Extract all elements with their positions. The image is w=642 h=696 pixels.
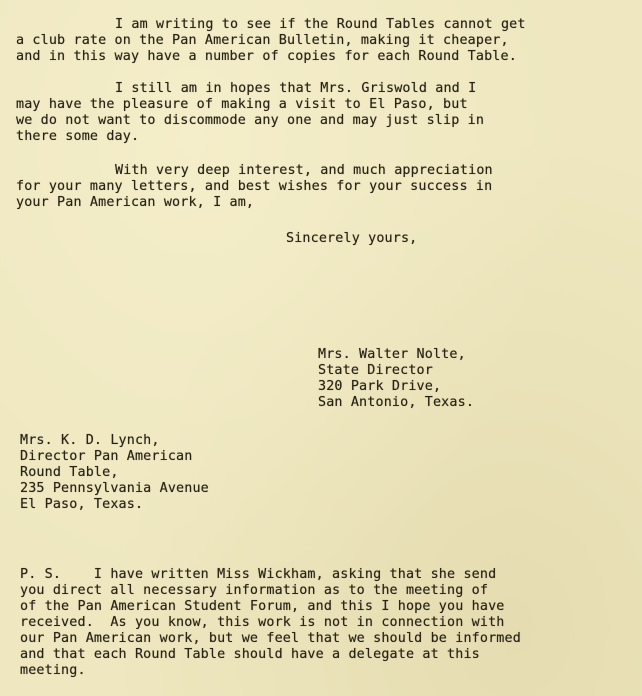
paragraph-2-line-1: I still am in hopes that Mrs. Griswold and I [115, 81, 477, 96]
postscript-line-5: our Pan American work, but we feel that we should be informed [20, 631, 521, 646]
paragraph-2-line-2: may have the pleasure of making a visit to El Paso, but [16, 97, 468, 112]
paragraph-1-line-1: I am writing to see if the Round Tables cannot get [115, 17, 526, 32]
sender-city: San Antonio, Texas. [318, 395, 475, 410]
closing: Sincerely yours, [286, 231, 418, 246]
paragraph-3-line-3: your Pan American work, I am, [16, 195, 255, 210]
postscript-line-1: P. S. I have written Miss Wickham, asking that she send [20, 567, 497, 582]
sender-name: Mrs. Walter Nolte, [318, 347, 466, 362]
paragraph-1-line-2: a club rate on the Pan American Bulletin, making it cheaper, [16, 33, 509, 48]
paragraph-1-line-3: and in this way have a number of copies for each Round Table. [16, 49, 517, 64]
paragraph-2-line-3: we do not want to discommode any one and may just slip in [16, 113, 485, 128]
postscript-line-6: and that each Round Table should have a delegate at this [20, 647, 480, 662]
paragraph-3-line-2: for your many letters, and best wishes for your success in [16, 179, 493, 194]
sender-title: State Director [318, 363, 433, 378]
sender-street: 320 Park Drive, [318, 379, 442, 394]
recipient-organization: Round Table, [20, 465, 119, 480]
recipient-street: 235 Pennsylvania Avenue [20, 481, 209, 496]
recipient-title: Director Pan American [20, 449, 193, 464]
paragraph-3-line-1: With very deep interest, and much appreciation [115, 163, 493, 178]
postscript-line-4: received. As you know, this work is not in connection with [20, 615, 505, 630]
postscript-line-2: you direct all necessary information as to the meeting of [20, 583, 489, 598]
paragraph-2-line-4: there some day. [16, 129, 140, 144]
recipient-name: Mrs. K. D. Lynch, [20, 433, 160, 448]
recipient-city: El Paso, Texas. [20, 497, 144, 512]
postscript-line-3: of the Pan American Student Forum, and this I hope you have [20, 599, 505, 614]
postscript-line-7: meeting. [20, 663, 86, 678]
